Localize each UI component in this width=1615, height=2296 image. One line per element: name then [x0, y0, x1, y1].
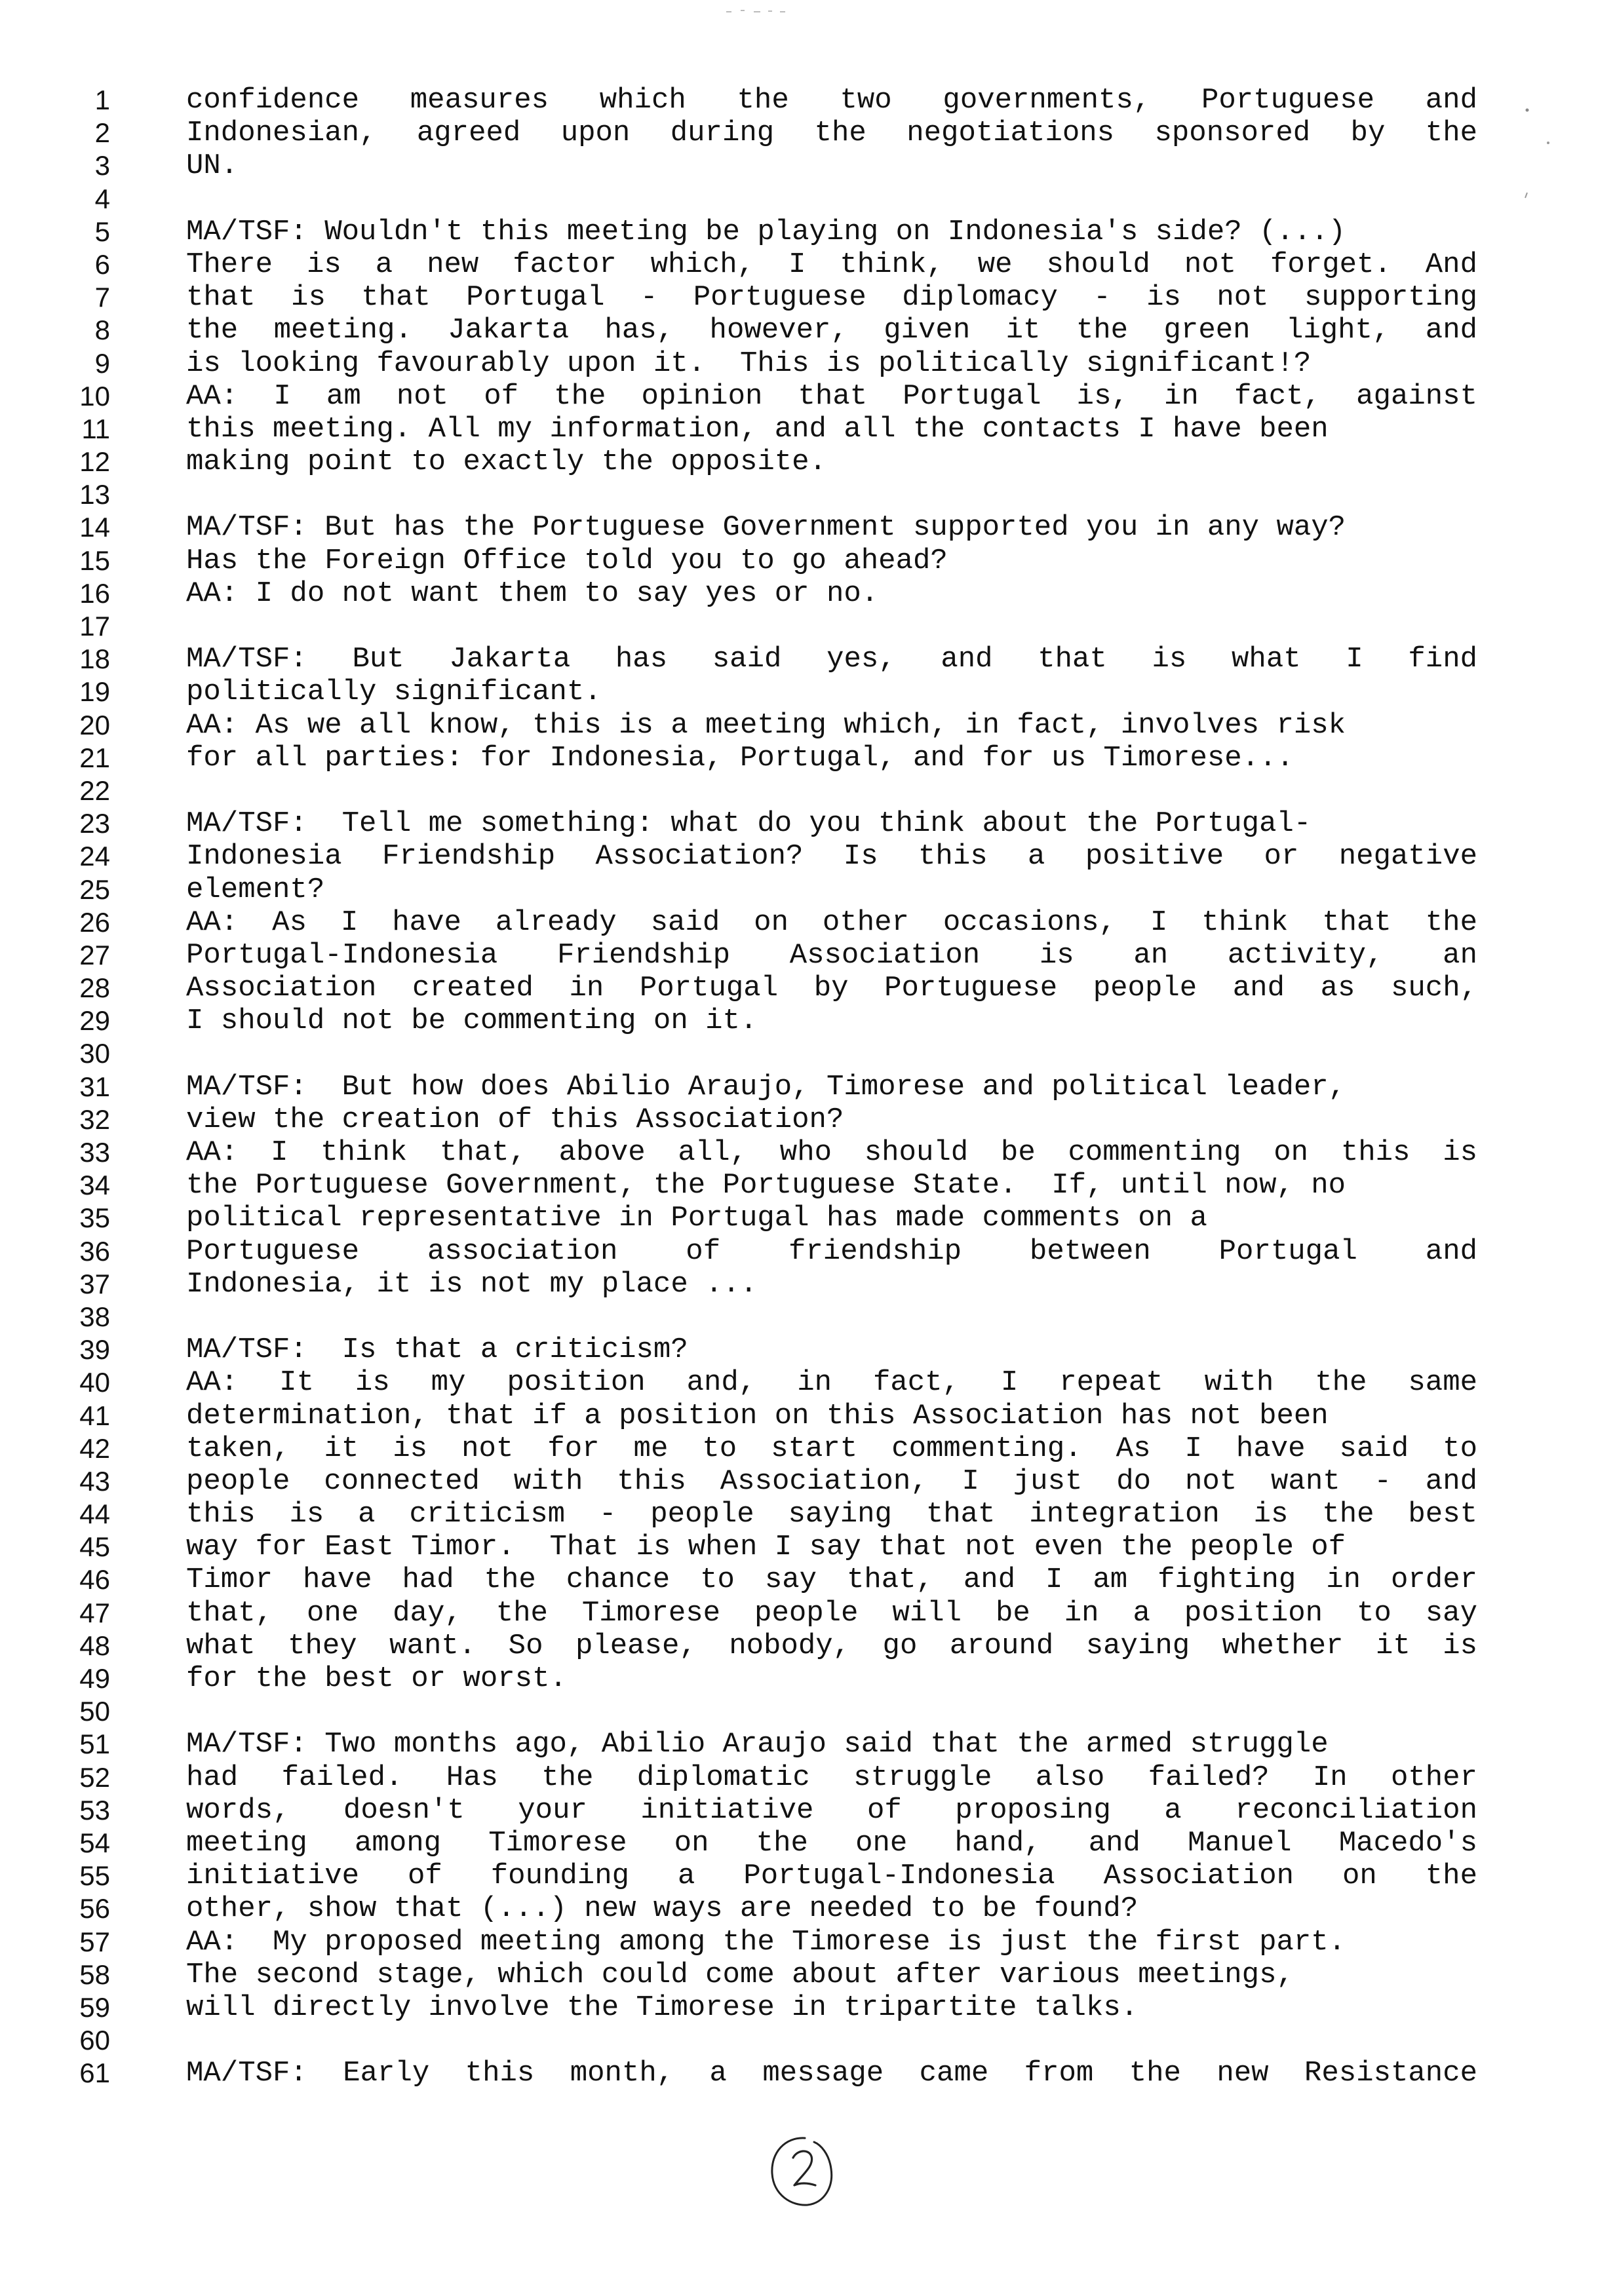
transcript-line: [0, 149, 1615, 182]
handwritten-page-number: [766, 2133, 838, 2211]
transcript-line: [0, 1400, 1615, 1432]
line-number: 30: [79, 1038, 110, 1069]
line-text: the Portuguese Government, the Portuguese State. If, until now, no: [186, 1169, 1346, 1202]
transcript-line: [0, 1630, 1615, 1662]
line-number: 25: [79, 873, 110, 905]
line-number: 56: [79, 1893, 110, 1924]
line-number: 37: [79, 1268, 110, 1299]
transcript-line: [0, 545, 1615, 577]
line-number: 23: [79, 808, 110, 839]
line-text: element?: [186, 873, 325, 906]
transcript-line: [0, 1333, 1615, 1366]
transcript-line: [0, 347, 1615, 380]
line-number: 54: [79, 1827, 110, 1858]
line-number: 9: [94, 347, 110, 379]
line-text: is looking favourably upon it. This is politically significant!?: [186, 347, 1312, 380]
transcript-line: [0, 840, 1615, 873]
line-text: Association created in Portugal by Portuguese people and as such,: [186, 972, 1477, 1005]
line-number: 43: [79, 1465, 110, 1497]
line-number: 36: [79, 1235, 110, 1267]
line-number: 27: [79, 939, 110, 970]
line-text: MA/TSF: But has the Portuguese Government supported you in any way?: [186, 511, 1346, 545]
line-number: 34: [79, 1170, 110, 1201]
line-number: 8: [94, 315, 110, 346]
transcript-line: [0, 1827, 1615, 1860]
line-text: Indonesia, it is not my place ...: [186, 1267, 758, 1301]
line-number: 50: [79, 1696, 110, 1727]
transcript-line: [0, 709, 1615, 742]
line-text: politically significant.: [186, 676, 602, 709]
transcript-line: [0, 478, 1615, 511]
transcript-line: [0, 1959, 1615, 1991]
line-text: will directly involve the Timorese in tripartite talks.: [186, 1991, 1138, 2024]
line-number: 47: [79, 1597, 110, 1628]
line-text: MA/TSF: Is that a criticism?: [186, 1333, 688, 1367]
line-number: 53: [79, 1794, 110, 1826]
line-number: 45: [79, 1531, 110, 1563]
transcript-line: [0, 511, 1615, 544]
line-text: determination, that if a position on this Association has not been: [186, 1399, 1329, 1432]
line-text: AA: As we all know, this is a meeting which, in fact, involves risk: [186, 708, 1346, 742]
transcript-line: [0, 2024, 1615, 2057]
line-number: 22: [79, 775, 110, 806]
line-text: confidence measures which the two governments, Portuguese and: [186, 84, 1477, 117]
line-text: Has the Foreign Office told you to go ahead?: [186, 544, 948, 577]
line-text: AA: As I have already said on other occasions, I think that the: [186, 906, 1477, 939]
line-number: 61: [79, 2057, 110, 2089]
line-number: 4: [94, 183, 110, 214]
line-text: There is a new factor which, I think, we should not forget. And: [186, 248, 1477, 281]
line-number: 19: [79, 676, 110, 708]
transcript-line: [0, 676, 1615, 708]
line-number: 29: [79, 1005, 110, 1037]
line-text: that, one day, the Timorese people will be in a position to say: [186, 1596, 1477, 1630]
line-number: 5: [94, 216, 110, 247]
line-text: The second stage, which could come about after various meetings,: [186, 1958, 1294, 1991]
line-number: 41: [79, 1400, 110, 1431]
line-number: 26: [79, 906, 110, 938]
line-text: had failed. Has the diplomatic struggle also failed? In other: [186, 1761, 1477, 1794]
line-number: 28: [79, 972, 110, 1004]
line-text: that is that Portugal - Portuguese diplomacy - is not supporting: [186, 281, 1477, 315]
line-text: MA/TSF: Early this month, a message came from the new Resistance: [186, 2057, 1477, 2090]
line-text: AA: I think that, above all, who should be commenting on this is: [186, 1136, 1477, 1169]
line-number: 46: [79, 1564, 110, 1596]
transcript-line: [0, 1531, 1615, 1563]
line-number: 33: [79, 1137, 110, 1168]
transcript-body: [0, 84, 1615, 2090]
transcript-line: [0, 1860, 1615, 1892]
line-text: Indonesia Friendship Association? Is this a positive or negative: [186, 840, 1477, 873]
transcript-line: [0, 1728, 1615, 1761]
line-number: 12: [79, 446, 110, 478]
line-text: people connected with this Association, I just do not want - and: [186, 1464, 1477, 1498]
transcript-line: [0, 939, 1615, 972]
transcript-line: [0, 1366, 1615, 1399]
transcript-line: [0, 610, 1615, 643]
line-text: I should not be commenting on it.: [186, 1004, 758, 1038]
line-text: way for East Timor. That is when I say that not even the people of: [186, 1531, 1346, 1564]
transcript-line: [0, 1465, 1615, 1498]
line-number: 38: [79, 1301, 110, 1332]
line-number: 58: [79, 1959, 110, 1990]
line-number: 17: [79, 611, 110, 641]
line-text: words, doesn't your initiative of proposing a reconciliation: [186, 1793, 1477, 1827]
transcript-line: [0, 1202, 1615, 1234]
line-number: 14: [79, 512, 110, 543]
transcript-line: [0, 1498, 1615, 1531]
line-number: 42: [79, 1432, 110, 1464]
line-text: meeting among Timorese on the one hand, and Manuel Macedo's: [186, 1826, 1477, 1860]
transcript-line: [0, 1071, 1615, 1103]
line-text: AA: It is my position and, in fact, I repeat with the same: [186, 1366, 1477, 1400]
line-number: 18: [79, 643, 110, 675]
line-text: this is a criticism - people saying that integration is the best: [186, 1498, 1477, 1531]
transcript-line: [0, 1926, 1615, 1959]
line-number: 49: [79, 1663, 110, 1694]
line-text: MA/TSF: Two months ago, Abilio Araujo said that the armed struggle: [186, 1728, 1329, 1761]
line-number: 10: [79, 380, 110, 411]
line-number: 2: [94, 117, 110, 149]
line-text: for the best or worst.: [186, 1662, 567, 1695]
line-text: for all parties: for Indonesia, Portugal, and for us Timorese...: [186, 741, 1294, 775]
transcript-line: [0, 1991, 1615, 2024]
transcript-line: [0, 742, 1615, 775]
transcript-line: [0, 1892, 1615, 1925]
transcript-line: [0, 84, 1615, 117]
line-number: 1: [94, 85, 110, 115]
transcript-line: [0, 183, 1615, 216]
transcript-line: [0, 1169, 1615, 1202]
transcript-line: [0, 1563, 1615, 1596]
line-number: 13: [79, 479, 110, 510]
line-text: other, show that (...) new ways are needed to be found?: [186, 1892, 1138, 1926]
transcript-line: [0, 2057, 1615, 2090]
transcript-line: [0, 643, 1615, 676]
line-number: 21: [79, 742, 110, 773]
transcript-line: [0, 1037, 1615, 1070]
line-text: MA/TSF: Wouldn't this meeting be playing on Indonesia's side? (...): [186, 215, 1346, 248]
transcript-line: [0, 873, 1615, 906]
line-number: 31: [79, 1071, 110, 1102]
line-text: UN.: [186, 149, 239, 183]
transcript-line: [0, 1662, 1615, 1695]
transcript-line: [0, 380, 1615, 413]
transcript-line: [0, 1301, 1615, 1333]
line-text: the meeting. Jakarta has, however, given it the green light, and: [186, 314, 1477, 347]
line-text: Portugal-Indonesia Friendship Association is an activity, an: [186, 938, 1477, 972]
line-text: this meeting. All my information, and all the contacts I have been: [186, 412, 1329, 446]
line-text: political representative in Portugal has made comments on a: [186, 1202, 1207, 1235]
transcript-line: [0, 216, 1615, 248]
line-text: what they want. So please, nobody, go around saying whether it is: [186, 1629, 1477, 1662]
line-number: 52: [79, 1761, 110, 1793]
transcript-line: [0, 775, 1615, 807]
line-number: 55: [79, 1860, 110, 1892]
transcript-line: [0, 1794, 1615, 1827]
line-number: 6: [94, 248, 110, 280]
transcript-line: [0, 1761, 1615, 1794]
line-text: MA/TSF: But how does Abilio Araujo, Timorese and political leader,: [186, 1070, 1346, 1103]
line-number: 48: [79, 1630, 110, 1661]
transcript-line: [0, 281, 1615, 314]
line-text: MA/TSF: Tell me something: what do you think about the Portugal-: [186, 807, 1312, 841]
transcript-line: [0, 972, 1615, 1004]
transcript-line: [0, 1268, 1615, 1301]
transcript-line: [0, 1103, 1615, 1136]
line-number: 32: [79, 1103, 110, 1135]
transcript-line: [0, 1136, 1615, 1169]
transcript-line: [0, 117, 1615, 149]
transcript-line: [0, 1432, 1615, 1465]
line-number: 16: [79, 577, 110, 609]
line-text: Indonesian, agreed upon during the negotiations sponsored by the: [186, 117, 1477, 150]
transcript-line: [0, 577, 1615, 610]
transcript-line: [0, 1597, 1615, 1630]
line-number: 57: [79, 1926, 110, 1957]
line-number: 60: [79, 2025, 110, 2056]
line-text: AA: I do not want them to say yes or no.: [186, 577, 879, 610]
transcript-line: [0, 248, 1615, 281]
line-text: Portuguese association of friendship between Portugal and: [186, 1234, 1477, 1268]
line-number: 51: [79, 1729, 110, 1760]
line-number: 40: [79, 1367, 110, 1398]
line-text: initiative of founding a Portugal-Indonesia Association on the: [186, 1860, 1477, 1893]
line-number: 59: [79, 1991, 110, 2023]
line-number: 44: [79, 1499, 110, 1530]
transcript-line: [0, 413, 1615, 446]
line-number: 24: [79, 841, 110, 872]
line-number: 20: [79, 709, 110, 740]
transcript-line: [0, 446, 1615, 478]
line-number: 11: [81, 413, 110, 444]
transcript-line: [0, 1695, 1615, 1728]
line-text: AA: My proposed meeting among the Timorese is just the first part.: [186, 1925, 1346, 1959]
transcript-line: [0, 1235, 1615, 1268]
line-number: 7: [94, 282, 110, 313]
line-text: view the creation of this Association?: [186, 1103, 844, 1136]
line-number: 15: [79, 545, 110, 576]
line-number: 3: [94, 150, 110, 182]
line-text: Timor have had the chance to say that, and I am fighting in order: [186, 1563, 1477, 1597]
transcript-line: [0, 906, 1615, 939]
line-text: AA: I am not of the opinion that Portugal is, in fact, against: [186, 379, 1477, 413]
line-number: 35: [79, 1202, 110, 1234]
line-text: MA/TSF: But Jakarta has said yes, and that is what I find: [186, 643, 1477, 676]
line-text: taken, it is not for me to start commenting. As I have said to: [186, 1432, 1477, 1465]
line-text: making point to exactly the opposite.: [186, 446, 827, 479]
transcript-line: [0, 807, 1615, 840]
transcript-line: [0, 314, 1615, 347]
line-number: 39: [79, 1334, 110, 1366]
transcript-line: [0, 1004, 1615, 1037]
